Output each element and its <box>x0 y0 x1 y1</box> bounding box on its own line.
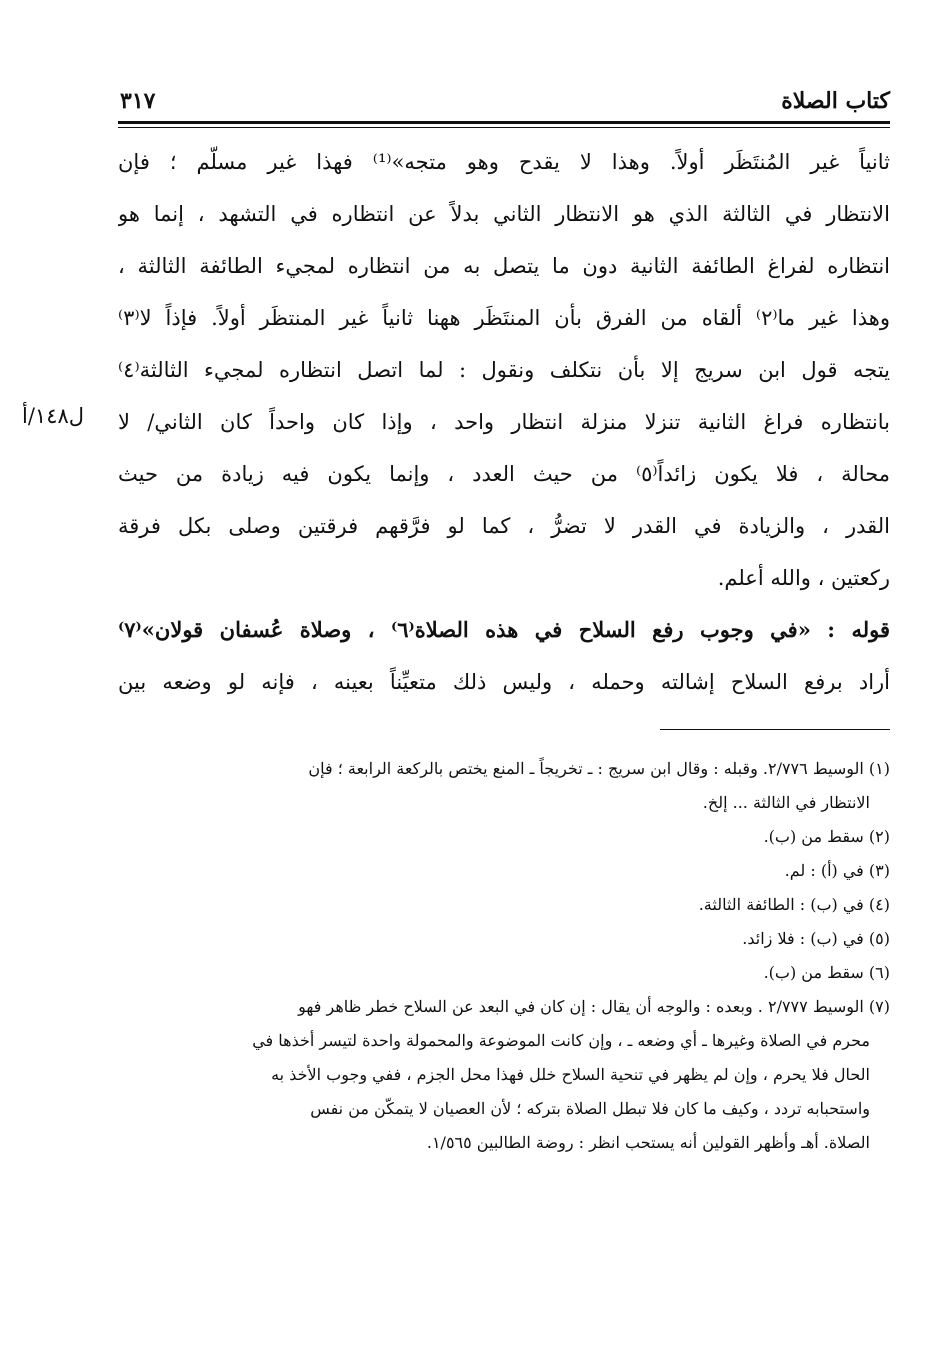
footnotes <box>118 752 890 1160</box>
footnote: (٢) سقط من (ب). <box>763 827 890 846</box>
footnote: (٤) في (ب) : الطائفة الثالثة. <box>698 895 890 914</box>
footnote-continuation: الصلاة. أهـ وأظهر القولين أنه يستحب انظر : روضة الطالبين ١/٥٦٥. <box>426 1133 870 1152</box>
text-line: بانتظاره فراغ الثانية تنزلا منزلة انتظار واحد ، وإذا كان واحداً كان الثاني/ لا <box>118 410 890 434</box>
chapter-title: كتاب الصلاة <box>781 88 890 114</box>
text-line: ركعتين ، والله أعلم. <box>717 566 890 590</box>
text-line: انتظاره لفراغ الطائفة الثانية دون ما يتصل به من انتظاره لمجيء الطائفة الثالثة ، <box>118 254 890 278</box>
page-header <box>120 84 890 120</box>
footnote-continuation: واستحبابه تردد ، وكيف ما كان فلا تبطل الصلاة بتركه ؛ لأن العصيان لا يتمكّن من نفس <box>310 1099 870 1118</box>
footnote-separator <box>660 729 890 730</box>
text-line: يتجه قول ابن سريج إلا بأن نتكلف ونقول : لما اتصل انتظاره لمجيء الثالثة⁽٤⁾ <box>118 358 890 382</box>
manuscript-folio-marker: ل١٤٨/أ <box>22 404 85 428</box>
footnote: (٣) في (أ) : لم. <box>784 861 890 880</box>
footnote-continuation: محرم في الصلاة وغيرها ـ أي وضعه ـ ، وإن كانت الموضوعة والمحمولة واحدة لتيسر أخذها في <box>252 1031 870 1050</box>
footnote: (١) الوسيط ٢/٧٧٦. وقبله : وقال ابن سريج : ـ تخريجاً ـ المنع يختص بالركعة الرابعة ؛ فإن <box>308 759 890 778</box>
text-line: القدر ، والزيادة في القدر لا تضرُّ ، كما لو فرَّقهم فرقتين وصلى بكل فرقة <box>118 514 890 538</box>
page-number: ٣١٧ <box>120 88 156 114</box>
footnote: (٥) في (ب) : فلا زائد. <box>742 929 890 948</box>
main-text <box>118 136 890 708</box>
header-rule-thick <box>118 121 890 124</box>
text-line: أراد برفع السلاح إشالته وحمله ، وليس ذلك متعيِّناً بعينه ، فإنه لو وضعه بين <box>118 670 890 694</box>
footnote-continuation: الانتظار في الثالثة ... إلخ. <box>702 793 870 812</box>
footnote: (٧) الوسيط ٢/٧٧٧ . وبعده : والوجه أن يقال : إن كان في البعد عن السلاح خطر ظاهر فهو <box>298 997 890 1016</box>
quoted-heading-line: قوله : «في وجوب رفع السلاح في هذه الصلاة⁽٦⁾ ، وصلاة عُسفان قولان»⁽٧⁾ <box>118 617 890 642</box>
text-line: محالة ، فلا يكون زائداً⁽٥⁾ من حيث العدد ، وإنما يكون فيه زيادة من حيث <box>118 462 890 486</box>
footnote-continuation: الحال فلا يحرم ، وإن لم يظهر في تنحية السلاح خلل فهذا محل الجزم ، ففي وجوب الأخذ به <box>271 1065 870 1084</box>
footnote: (٦) سقط من (ب). <box>763 963 890 982</box>
text-line: وهذا غير ما⁽٢⁾ ألقاه من الفرق بأن المنتَظَر ههنا ثانياً غير المنتظَر أولاً. فإذاً لا⁽٣⁾ <box>118 306 890 330</box>
header-rule-thin <box>118 127 890 128</box>
text-line: ثانياً غير المُنتَظَر أولاً. وهذا لا يقدح وهو متجه»⁽¹⁾ فهذا غير مسلّم ؛ فإن <box>118 150 890 174</box>
text-line: الانتظار في الثالثة الذي هو الانتظار الثاني بدلاً عن انتظاره في التشهد ، إنما هو <box>118 202 890 226</box>
